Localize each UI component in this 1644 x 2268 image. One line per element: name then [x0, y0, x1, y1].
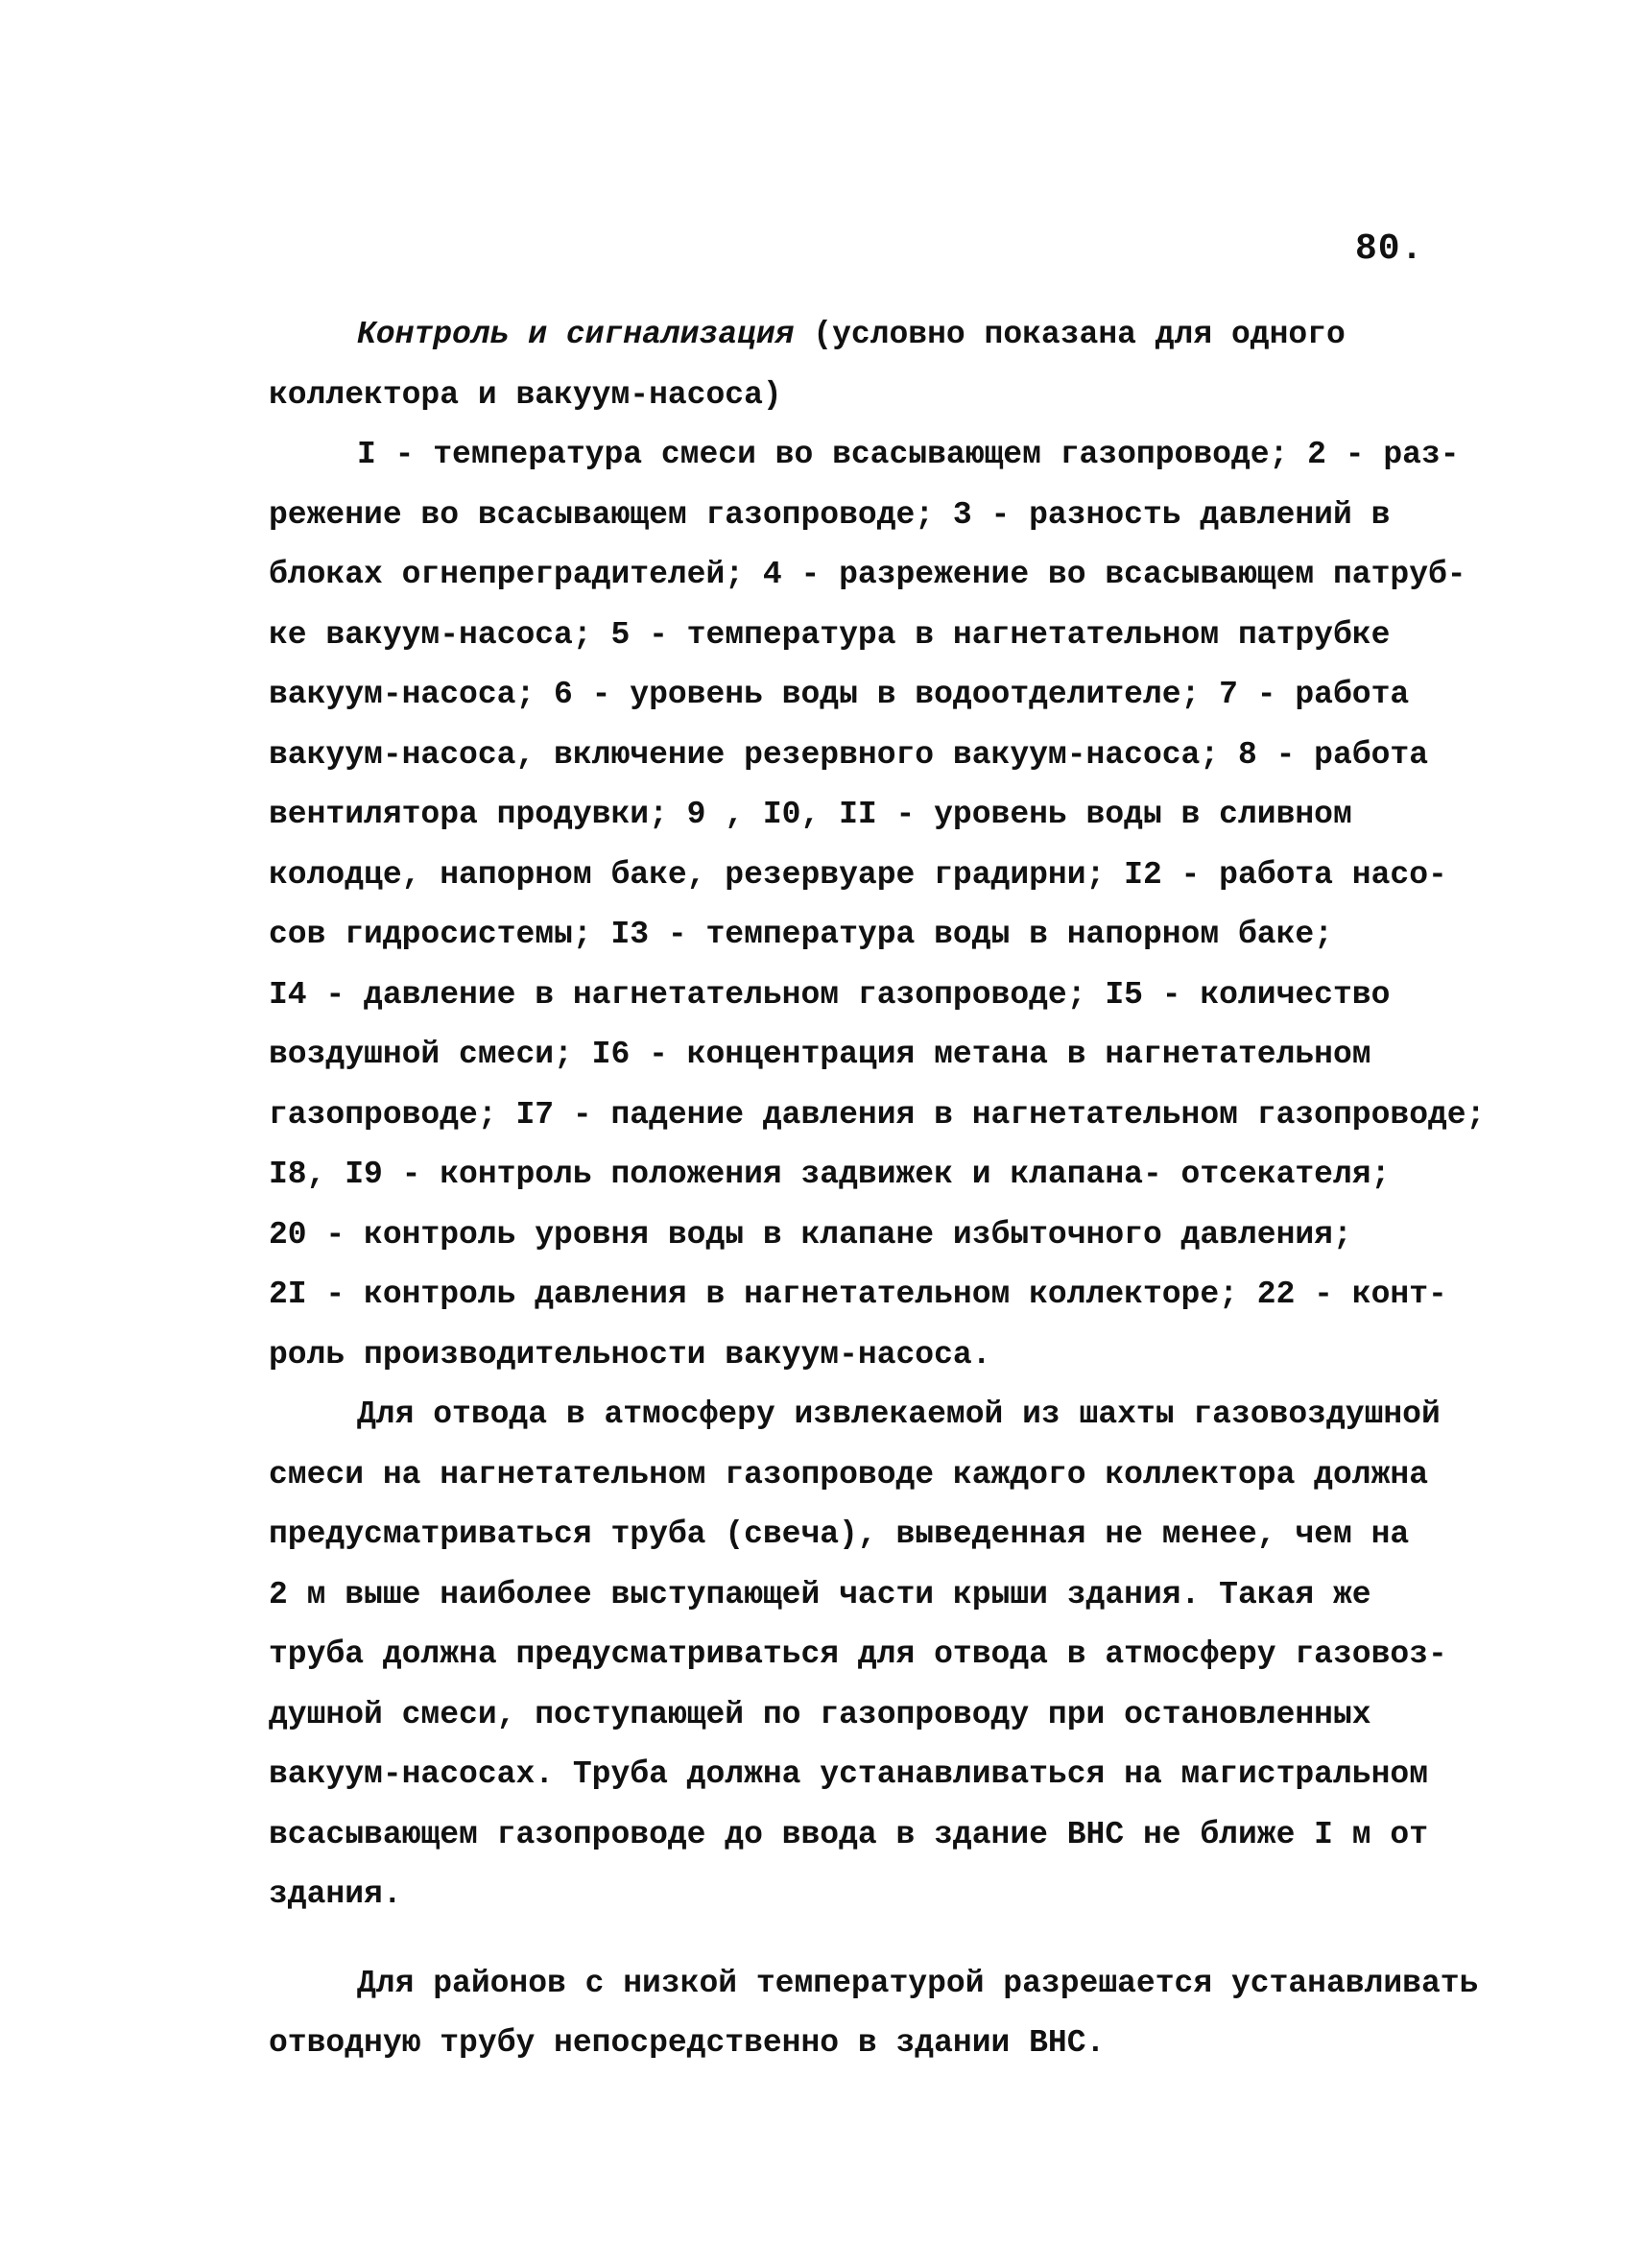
list-paragraph-line: вакуум-насоса; 6 - уровень воды в водоотделителе; 7 - работа — [269, 677, 1410, 712]
list-paragraph-line: 20 - контроль уровня воды в клапане избыточного давления; — [269, 1216, 1352, 1253]
section-heading-line-1 — [269, 305, 1459, 366]
paragraph-2-line: здания. — [269, 1876, 402, 1912]
list-paragraph-line: вентилятора продувки; 9 , I0, II - уровень воды в сливном — [269, 797, 1352, 832]
paragraph-2-line: Для отвода в атмосферу извлекаемой из шахты газовоздушной — [357, 1397, 1441, 1432]
section-heading-line-2: коллектора и вакуум-насоса) — [269, 376, 782, 413]
list-paragraph-line: I4 - давление в нагнетательном газопроводе; I5 - количество — [269, 976, 1391, 1013]
list-paragraph-line: сов гидросистемы; I3 - температура воды в напорном баке; — [269, 917, 1333, 952]
paragraph-2-line: вакуум-насосах. Труба должна устанавливаться на магистральном — [269, 1756, 1428, 1792]
paragraph-3-line: Для районов с низкой температурой разрешается устанавливать — [357, 1965, 1479, 2001]
list-paragraph-line: воздушной смеси; I6 - концентрация метана в нагнетательном — [269, 1037, 1371, 1072]
paragraph-2 — [269, 1385, 1459, 1925]
list-paragraph-line: блоках огнепреградителей; 4 - разрежение во всасывающем патруб- — [269, 557, 1466, 592]
paragraph-2-line: всасывающем газопроводе до ввода в здание ВНС не ближе I м от — [269, 1816, 1428, 1852]
list-paragraph-line: вакуум-насоса, включение резервного вакуум-насоса; 8 - работа — [269, 736, 1428, 773]
section-heading-italic: Контроль и сигнализация — [357, 317, 795, 352]
paragraph-2-line: труба должна предусматриваться для отвода в атмосферу газовоз- — [269, 1636, 1447, 1672]
paragraph-gap — [269, 1925, 1459, 1954]
list-paragraph-line: колодце, напорном баке, резервуаре градирни; I2 - работа насо- — [269, 856, 1447, 893]
page-number: 80. — [1355, 228, 1424, 270]
list-paragraph-line: I - температура смеси во всасывающем газопроводе; 2 - раз- — [357, 437, 1460, 472]
list-paragraph — [269, 425, 1486, 1385]
paragraph-2-line: душной смеси, поступающей по газопроводу при остановленных — [269, 1696, 1371, 1732]
paragraph-3 — [269, 1954, 1479, 2074]
list-paragraph-line: роль производительности вакуум-насоса. — [269, 1336, 991, 1373]
section-heading-rest: (условно показана для одного — [794, 317, 1346, 352]
list-paragraph-line: 2I - контроль давления в нагнетательном коллекторе; 22 - конт- — [269, 1277, 1447, 1312]
paragraph-2-line: 2 м выше наиболее выступающей части крыши здания. Такая же — [269, 1576, 1371, 1612]
paragraph-2-line: смеси на нагнетательном газопроводе каждого коллектора должна — [269, 1456, 1428, 1492]
list-paragraph-line: ке вакуум-насоса; 5 - температура в нагнетательном патрубке — [269, 616, 1391, 653]
list-paragraph-line: I8, I9 - контроль положения задвижек и клапана- отсекателя; — [269, 1157, 1391, 1192]
list-paragraph-line: газопроводе; I7 - падение давления в нагнетательном газопроводе; — [269, 1096, 1486, 1133]
paragraph-2-line: предусматриваться труба (свеча), выведенная не менее, чем на — [269, 1516, 1410, 1552]
document-body — [269, 305, 1486, 2074]
paragraph-3-line: отводную трубу непосредственно в здании ВНС. — [269, 2025, 1106, 2061]
list-paragraph-line: режение во всасывающем газопроводе; 3 - разность давлений в — [269, 496, 1391, 533]
